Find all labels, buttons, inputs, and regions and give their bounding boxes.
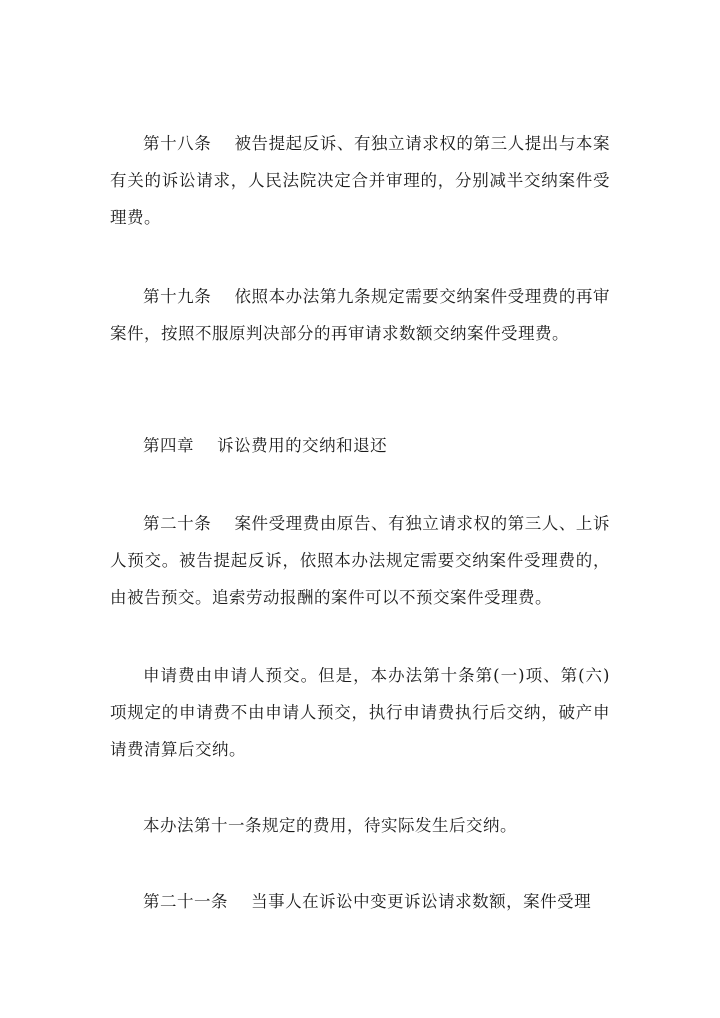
chapter-4-title: 诉讼费用的交纳和退还 bbox=[217, 436, 388, 455]
article-19-text: 依照本办法第九条规定需要交纳案件受理费的再审案件，按照不服原判决部分的再审请求数额交纳案件受理费。 bbox=[110, 287, 611, 343]
application-fee-text: 申请费由申请人预交。但是，本办法第十条第(一)项、第(六)项规定的申请费不由申请人预交，执行申请费执行后交纳，破产申请费清算后交纳。 bbox=[110, 666, 610, 759]
application-fee-paragraph bbox=[110, 657, 610, 768]
article-20-text: 案件受理费由原告、有独立请求权的第三人、上诉人预交。被告提起反诉，依照本办法规定需要交纳案件受理费的，由被告预交。追索劳动报酬的案件可以不预交案件受理费。 bbox=[110, 514, 611, 607]
article-18-number: 第十八条 bbox=[143, 134, 212, 153]
chapter-4-number: 第四章 bbox=[143, 436, 194, 455]
article-19-paragraph bbox=[110, 278, 610, 352]
article-20-paragraph bbox=[110, 505, 610, 616]
article-21-paragraph bbox=[110, 883, 610, 920]
article-11-fee-text: 本办法第十一条规定的费用，待实际发生后交纳。 bbox=[143, 816, 517, 835]
article-21-number: 第二十一条 bbox=[143, 892, 228, 911]
article-11-fee-paragraph bbox=[110, 807, 610, 844]
article-19-number: 第十九条 bbox=[143, 287, 212, 306]
article-21-text: 当事人在诉讼中变更诉讼请求数额，案件受理 bbox=[251, 892, 592, 911]
article-20-number: 第二十条 bbox=[143, 514, 212, 533]
article-18-paragraph bbox=[110, 125, 610, 236]
chapter-4-heading bbox=[110, 427, 610, 464]
article-18-text: 被告提起反诉、有独立请求权的第三人提出与本案有关的诉讼请求，人民法院决定合并审理的，分别减半交纳案件受理费。 bbox=[110, 134, 611, 227]
